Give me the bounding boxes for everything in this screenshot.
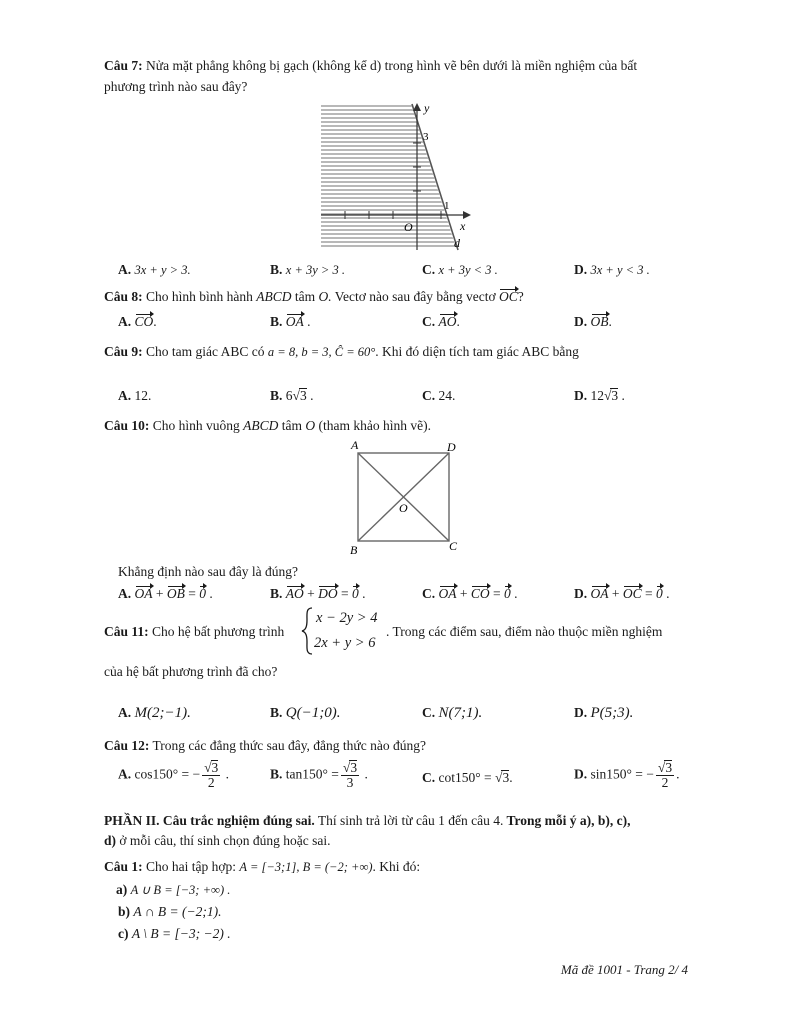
page-footer: Mã đề 1001 - Trang 2/ 4	[560, 962, 688, 977]
option-end: .	[662, 586, 670, 601]
q8-option-a[interactable]	[118, 314, 157, 330]
option-expr: Q(−1;0).	[285, 705, 341, 721]
q10-text: Cho hình vuông	[152, 418, 240, 433]
q8-text: tâm	[294, 289, 316, 304]
q8-option-d[interactable]	[574, 314, 612, 330]
q7-option-c[interactable]	[422, 262, 498, 278]
option-zero-vector: 0	[504, 586, 511, 601]
option-expr: N(7;1).	[438, 705, 483, 721]
option-letter: C.	[422, 586, 436, 601]
option-letter: D.	[574, 586, 588, 601]
q10-o: O	[305, 418, 316, 433]
q9-text: . Khi đó diện tích tam giác ABC bằng	[375, 344, 579, 359]
option-vector-1: OA	[134, 586, 153, 601]
option-vector: CO	[134, 314, 154, 329]
q10-text: tâm	[281, 418, 303, 433]
q7-origin-label: O	[404, 220, 413, 234]
item-letter: a)	[116, 882, 128, 897]
q9-given: a = 8, b = 3, Ĉ = 60°	[267, 345, 376, 359]
p2q1-sets: A = [−3;1], B = (−2; +∞)	[239, 860, 373, 874]
q8-text: Cho hình bình hành	[146, 289, 253, 304]
q10-text: (tham khảo hình vẽ).	[318, 418, 432, 433]
option-letter: A.	[118, 586, 132, 601]
p2q1-item-c[interactable]	[118, 926, 231, 942]
option-value: 12	[590, 388, 604, 403]
option-end: .	[153, 314, 157, 329]
option-value: 12.	[134, 388, 152, 403]
option-letter: D.	[574, 388, 588, 403]
q11-eq2: 2x + y > 6	[314, 635, 376, 651]
fraction-denominator: 3	[346, 775, 354, 791]
q9-option-b[interactable]: B. 6√3 .	[270, 388, 314, 403]
option-letter: B.	[270, 262, 283, 277]
option-lhs: cot150° =	[438, 770, 496, 785]
option-letter: B.	[270, 388, 283, 403]
q10-square-figure	[344, 438, 462, 560]
option-end: .	[608, 314, 612, 329]
q11-eq1: x − 2y > 4	[316, 610, 378, 626]
fraction-denominator: 2	[207, 775, 215, 791]
q10-stem	[104, 418, 431, 434]
option-vector-1: OA	[590, 586, 609, 601]
option-letter: D.	[574, 314, 588, 329]
q8-option-b[interactable]	[270, 314, 311, 330]
option-letter: A.	[118, 705, 132, 720]
option-letter: D.	[574, 705, 588, 720]
option-expr: P(5;3).	[590, 705, 634, 721]
option-end: .	[222, 766, 230, 782]
option-vector-1: OA	[438, 586, 457, 601]
q7-line1	[104, 58, 637, 74]
option-radicand: 3	[502, 770, 510, 785]
q7-option-a[interactable]	[118, 262, 191, 278]
q12-stem	[104, 738, 426, 754]
option-radicand: 3	[299, 388, 307, 403]
option-end: .	[618, 388, 625, 403]
q9-label: Câu 9:	[104, 344, 143, 359]
q10-option-b[interactable]: B. AO + DO = 0 .	[270, 586, 366, 601]
part2-text-bold: Trong mỗi ý a), b), c),	[503, 813, 631, 828]
option-expr: 3x + y > 3.	[134, 263, 191, 277]
q9-option-c[interactable]	[422, 388, 455, 404]
option-expr: M(2;−1).	[134, 705, 191, 721]
option-letter: C.	[422, 705, 436, 720]
part2-heading-line1	[104, 813, 630, 829]
q8-stem	[104, 289, 524, 305]
option-radicand: 3	[611, 388, 619, 403]
q9-text: Cho tam giác ABC có	[146, 344, 265, 359]
fraction-numerator: 3	[211, 760, 219, 775]
option-vector-2: OB	[166, 586, 185, 601]
option-expr: x + 3y < 3 .	[438, 263, 498, 277]
option-expr: x + 3y > 3 .	[285, 263, 345, 277]
option-fraction: $\frac{√3}{3}$	[342, 760, 358, 791]
option-letter: B.	[270, 766, 283, 782]
q10-statement: Khẳng định nào sau đây là đúng?	[118, 564, 298, 579]
q11-text-c: của hệ bất phương trình đã cho?	[104, 664, 278, 679]
option-fraction: $\frac{√3}{2}$	[657, 760, 673, 791]
q7-text-line2: phương trình nào sau đây?	[104, 79, 248, 94]
q8-o: O.	[318, 289, 332, 304]
q10-label-c: C	[449, 539, 458, 553]
q7-figure	[316, 100, 476, 252]
item-letter: b)	[118, 904, 131, 919]
q8-vector-oc: OC	[499, 289, 518, 304]
option-zero-vector: 0	[656, 586, 663, 601]
q8-label: Câu 8:	[104, 289, 143, 304]
option-letter: D.	[574, 766, 588, 782]
fraction-numerator: 3	[350, 760, 358, 775]
q10-label: Câu 10:	[104, 418, 150, 433]
q8-text: Vectơ nào sau đây bằng vectơ	[334, 289, 496, 304]
option-end: .	[676, 766, 680, 782]
part2-heading-line2	[104, 833, 331, 849]
q11-option-d[interactable]	[574, 705, 633, 722]
q9-stem	[104, 344, 579, 360]
option-end: .	[306, 388, 314, 403]
option-vector: AO	[438, 314, 457, 329]
q7-option-d[interactable]	[574, 262, 650, 278]
q12-text: Trong các đẳng thức sau đây, đẳng thức nào đúng?	[152, 738, 426, 753]
option-letter: B.	[270, 314, 283, 329]
option-vector: OB	[590, 314, 609, 329]
option-zero-vector: 0	[199, 586, 206, 601]
q7-text-line1: Nửa mặt phẳng không bị gạch (không kể d) trong hình vẽ bên dưới là miền nghiệm của bất	[146, 58, 638, 73]
q11-text-b: . Trong các điểm sau, điểm nào thuộc miền nghiệm	[386, 624, 663, 639]
option-vector-2: DO	[318, 586, 338, 601]
item-expr: A ∩ B = (−2;1).	[133, 904, 222, 919]
option-lhs: cos150° = −	[134, 766, 201, 782]
q10-label-a: A	[351, 438, 359, 452]
option-end: .	[509, 770, 513, 785]
q10-label-b: B	[350, 543, 358, 557]
part2-text: Thí sinh trả lời từ câu 1 đến câu 4.	[314, 813, 504, 828]
part2-text: ở mỗi câu, thí sinh chọn đúng hoặc sai.	[116, 833, 331, 848]
part2-title: PHẦN II. Câu trắc nghiệm đúng sai.	[104, 813, 315, 828]
p2q1-text: . Khi đó:	[372, 859, 421, 874]
q7-x-arrow	[463, 211, 471, 219]
q10-abcd: ABCD	[243, 418, 279, 433]
q7-y-arrow	[413, 103, 421, 111]
option-end: .	[361, 766, 368, 782]
part2-d-label: d)	[104, 833, 117, 848]
q11-label: Câu 11:	[104, 624, 149, 639]
p2q1-item-b[interactable]	[118, 904, 221, 920]
q12-option-b[interactable]	[270, 760, 368, 790]
q7-x-label: x	[460, 219, 466, 233]
option-letter: C.	[422, 388, 436, 403]
p2q1-text: Cho hai tập hợp:	[146, 859, 237, 874]
fraction-numerator: 3	[665, 760, 673, 775]
q7-tick-y-label: 3	[423, 131, 429, 143]
option-letter: A.	[118, 766, 132, 782]
option-value: 6	[285, 388, 293, 403]
option-vector-2: CO	[470, 586, 490, 601]
q12-label: Câu 12:	[104, 738, 150, 753]
option-lhs: sin150° = −	[590, 766, 654, 782]
p2q1-label: Câu 1:	[104, 859, 143, 874]
q7-option-b[interactable]	[270, 262, 345, 278]
option-value: 24.	[438, 388, 456, 403]
option-end: .	[303, 314, 311, 329]
q8-abcd: ABCD	[256, 289, 292, 304]
q11-label-line	[104, 624, 284, 640]
q11-text: Cho hệ bất phương trình	[152, 624, 285, 639]
option-letter: A.	[118, 314, 132, 329]
q10-option-d[interactable]: D. OA + OC = 0 .	[574, 586, 670, 601]
q8-end: ?	[517, 289, 524, 304]
option-letter: B.	[270, 705, 283, 720]
q7-hatched-region	[321, 104, 456, 248]
q10-option-a[interactable]: A. OA + OB = 0 .	[118, 586, 213, 601]
q8-option-c[interactable]	[422, 314, 460, 330]
option-expr: 3x + y < 3 .	[590, 263, 650, 277]
option-fraction: $\frac{√3}{2}$	[204, 760, 219, 791]
option-end: .	[456, 314, 460, 329]
option-letter: C.	[422, 262, 436, 277]
q9-option-a[interactable]	[118, 388, 151, 404]
option-end: .	[358, 586, 366, 601]
option-lhs: tan150° =	[285, 766, 339, 782]
option-end: .	[510, 586, 518, 601]
option-zero-vector: 0	[352, 586, 359, 601]
q12-option-a[interactable]	[118, 760, 229, 790]
q7-y-label: y	[424, 101, 430, 115]
q9-option-d[interactable]: D. 12√3 .	[574, 388, 625, 403]
option-vector: OA	[285, 314, 304, 329]
p2q1-stem	[104, 859, 420, 875]
option-end: .	[206, 586, 213, 601]
option-letter: A.	[118, 388, 132, 403]
q7-label: Câu 7:	[104, 58, 143, 73]
option-vector-1: AO	[285, 586, 304, 601]
q7-tick-x-label: 1	[444, 200, 450, 212]
p2q1-item-a[interactable]	[116, 882, 230, 898]
q10-option-c[interactable]: C. OA + CO = 0 .	[422, 586, 518, 601]
q10-label-d: D	[447, 440, 456, 454]
option-letter: B.	[270, 586, 283, 601]
item-expr: A \ B = [−3; −2) .	[131, 926, 231, 941]
q11-option-c[interactable]	[422, 705, 482, 722]
fraction-denominator: 2	[661, 775, 669, 791]
q7-line-label: d	[454, 236, 460, 250]
item-expr: A ∪ B = [−3; +∞) .	[130, 883, 231, 897]
q12-option-d[interactable]	[574, 760, 679, 790]
option-letter: A.	[118, 262, 132, 277]
option-letter: C.	[422, 770, 436, 785]
option-letter: D.	[574, 262, 588, 277]
q11-option-b[interactable]	[270, 705, 340, 722]
q11-option-a[interactable]	[118, 705, 191, 722]
q10-label-o: O	[399, 501, 408, 515]
q12-option-c[interactable]: C. cot150° = √3.	[422, 770, 513, 785]
option-vector-2: OC	[622, 586, 642, 601]
option-letter: C.	[422, 314, 436, 329]
item-letter: c)	[118, 926, 129, 941]
